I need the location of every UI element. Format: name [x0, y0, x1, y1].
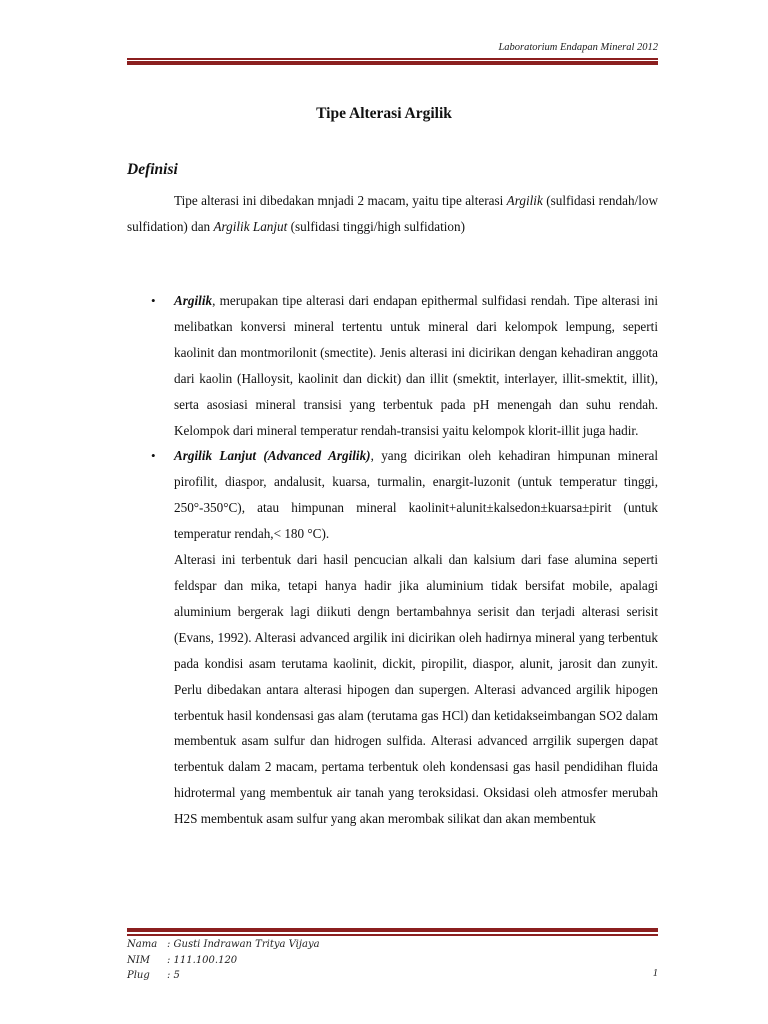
continuation-text: Alterasi ini terbentuk dari hasil pencucian alkali dan kalsium dari fase alumina seperti feldspar dan mika, tetapi hanya hadir jika aluminium tidak bersifat mobile, apalagi aluminium bergerak lagi diikuti dengn bertambahnya serisit dan terjadi alterasi serisit (Evans, 1992). Alterasi advanced argilik ini dicirikan oleh hadirnya mineral yang terbentuk pada kondisi asam terutama kaolinit, dickit, piropilit, diaspor, alunit, jarosit dan zunyit. Perlu dibedakan antara alterasi hipogen dan supergen. Alterasi advanced argilik hipogen terbentuk hasil kondensasi gas alam (terutama gas HCl) dan ketidakseimbangan SO2 dalam membentuk asam sulfur dan hidrogen sulfida. Alterasi advanced arrgilik supergen dapat terbentuk dalam 2 macam, pertama terbentuk oleh kondensasi gas hasil pendidihan fluida hidrotermal yang membentuk air tanah yang teroksidasi. Oksidasi oleh atmosfer merubah H2S membentuk asam sulfur yang akan merombak silikat dan akan membentuk: [174, 552, 658, 827]
bullet-term: Argilik: [174, 293, 213, 308]
intro-text-3: (sulfidasi tinggi/high sulfidation): [287, 219, 465, 234]
footer-plug-value: : 5: [167, 970, 180, 981]
intro-term-argilik: Argilik: [506, 193, 543, 208]
footer-rule-thick: [127, 928, 658, 932]
footer-rule-thin: [127, 934, 658, 936]
page-number: 1: [652, 968, 658, 979]
footer-name-value: : Gusti Indrawan Tritya Vijaya: [167, 939, 320, 950]
header-rule-thin: [127, 58, 658, 60]
intro-text-1: Tipe alterasi ini dibedakan mnjadi 2 macam, yaitu tipe alterasi: [174, 193, 507, 208]
header-rule: [127, 58, 658, 67]
intro-term-argilik-lanjut: Argilik Lanjut: [213, 219, 288, 234]
footer-nim-row: [127, 953, 320, 969]
bullet-text: , merupakan tipe alterasi dari endapan epithermal sulfidasi rendah. Tipe alterasi ini melibatkan konversi mineral tertentu untuk mineral dari kelompok lempung, seperti kaolinit dan montmorilonit (smectite). Jenis alterasi ini dicirikan dengan kehadiran anggota dari kaolin (Halloysit, kaolinit dan dickit) dan illit (smektit, interlayer, illit-smektit, illit), serta asosiasi mineral transisi yang terbentuk pada pH menengah dan suhu rendah. Kelompok dari mineral temperatur rendah-transisi yaitu kelompok klorit-illit juga hadir.: [174, 293, 658, 438]
intro-text-2: (sulfidasi rendah/low sulfidation) dan: [127, 193, 659, 234]
header-rule-thick: [127, 61, 658, 65]
bullet-icon: •: [151, 293, 156, 308]
footer-rule: [127, 928, 658, 937]
footer-plug-label: Plug: [127, 970, 150, 981]
footer-name-label: Nama: [127, 939, 158, 950]
bullet-item-argilik: [127, 288, 658, 443]
bullet-term: Argilik Lanjut (Advanced Argilik): [174, 448, 371, 464]
page-title: Tipe Alterasi Argilik: [316, 105, 452, 122]
bullet-text: , yang dicirikan oleh kehadiran himpunan mineral pirofilit, diaspor, andalusit, kuarsa, turmalin, enargit-luzonit (untuk temperatur tinggi, 250°-350°C), atau himpunan mineral kaolinit+alunit±kalsedon±kuarsa±pirit (untuk temperatur rendah,< 180 °C).: [174, 448, 658, 542]
bullet-continuation: [127, 547, 658, 832]
bullet-item-argilik-lanjut: [127, 443, 658, 547]
footer-nim-value: : 111.100.120: [167, 954, 238, 966]
footer-nim-label: NIM: [127, 954, 150, 966]
section-heading: Definisi: [127, 161, 178, 178]
running-header: Laboratorium Endapan Mineral 2012: [498, 42, 658, 53]
bullet-list: [127, 288, 658, 832]
footer-plug-row: [127, 968, 320, 984]
footer-info: [127, 937, 320, 984]
bullet-icon: •: [151, 448, 156, 464]
intro-paragraph: [127, 188, 658, 240]
footer-name-row: [127, 937, 320, 953]
